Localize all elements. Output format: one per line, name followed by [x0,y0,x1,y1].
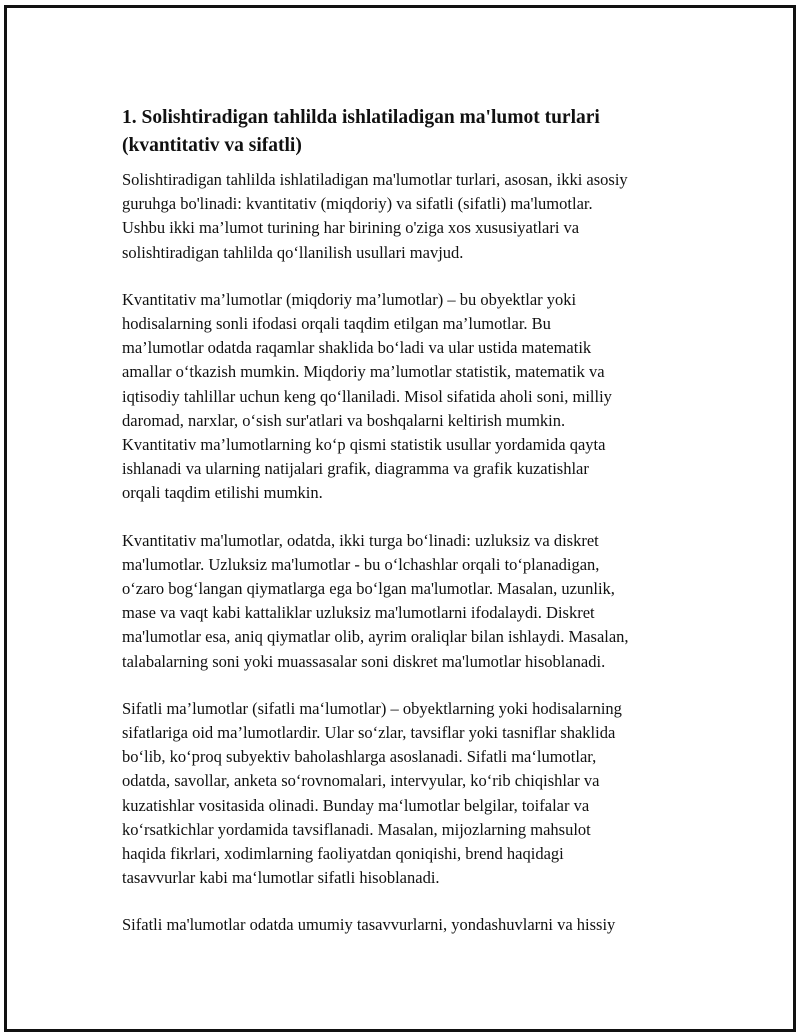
paragraph-line: ma’lumotlar odatda raqamlar shaklida bo‘ladi va ular ustida matematik [122,338,592,358]
paragraph-line: iqtisodiy tahlillar uchun keng qo‘llaniladi. Misol sifatida aholi soni, milliy [122,386,612,406]
paragraph-line: Sifatli ma’lumotlar (sifatli ma‘lumotlar) – obyektlarning yoki hodisalarning [122,698,622,718]
paragraph-line: haqida fikrlari, xodimlarning faoliyatdan qoniqishi, brend haqidagi [122,844,564,864]
body-paragraph [122,697,682,891]
body-paragraph [122,168,682,265]
section-heading [122,104,682,160]
paragraph-line: Sifatli ma'lumotlar odatda umumiy tasavvurlarni, yondashuvlarni va hissiy [122,915,616,935]
paragraph-line: guruhga bo'linadi: kvantitativ (miqdoriy) va sifatli (sifatli) ma'lumotlar. [122,194,593,214]
paragraph-line: solishtiradigan tahlilda qo‘llanilish usullari mavjud. [122,242,464,262]
paragraph-line: o‘zaro bog‘langan qiymatlarga ega bo‘lgan ma'lumotlar. Masalan, uzunlik, [122,579,615,599]
paragraph-line: Kvantitativ ma’lumotlarning ko‘p qismi statistik usullar yordamida qayta [122,435,606,455]
paragraph-line: bo‘lib, ko‘proq subyektiv baholashlarga asoslanadi. Sifatli ma‘lumotlar, [122,747,597,767]
paragraph-list [122,168,682,938]
paragraph-line: hodisalarning sonli ifodasi orqali taqdim etilgan ma’lumotlar. Bu [122,314,551,334]
paragraph-line: talabalarning soni yoki muassasalar soni diskret ma'lumotlar hisoblanadi. [122,651,606,671]
paragraph-line: daromad, narxlar, o‘sish sur'atlari va boshqalarni keltirish mumkin. [122,410,566,430]
body-paragraph [122,288,682,506]
section-heading-line: (kvantitativ va sifatli) [122,135,302,156]
paragraph-line: ma'lumotlar esa, aniq qiymatlar olib, ayrim oraliqlar bilan ishlaydi. Masalan, [122,627,629,647]
paragraph-line: tasavvurlar kabi ma‘lumotlar sifatli hisoblanadi. [122,868,440,888]
document-page [4,5,796,1032]
paragraph-line: amallar o‘tkazish mumkin. Miqdoriy ma’lumotlar statistik, matematik va [122,362,605,382]
section-heading-line: 1. Solishtiradigan tahlilda ishlatiladigan ma'lumot turlari [122,107,600,128]
paragraph-line: ishlanadi va ularning natijalari grafik, diagramma va grafik kuzatishlar [122,459,589,479]
body-paragraph [122,913,682,937]
paragraph-line: sifatlariga oid ma’lumotlardir. Ular so‘zlar, tavsiflar yoki tasniflar shaklida [122,723,616,743]
paragraph-line: Kvantitativ ma'lumotlar, odatda, ikki turga bo‘linadi: uzluksiz va diskret [122,530,599,550]
paragraph-line: odatda, savollar, anketa so‘rovnomalari, intervyular, ko‘rib chiqishlar va [122,771,600,791]
document-body [122,104,682,961]
paragraph-line: Solishtiradigan tahlilda ishlatiladigan ma'lumotlar turlari, asosan, ikki asosiy [122,170,628,189]
body-paragraph [122,529,682,674]
paragraph-line: mase va vaqt kabi kattaliklar uzluksiz ma'lumotlarni ifodalaydi. Diskret [122,603,595,623]
paragraph-line: ko‘rsatkichlar yordamida tavsiflanadi. Masalan, mijozlarning mahsulot [122,819,591,839]
paragraph-line: orqali taqdim etilishi mumkin. [122,483,323,503]
paragraph-line: Kvantitativ ma’lumotlar (miqdoriy ma’lumotlar) – bu obyektlar yoki [122,289,577,309]
paragraph-line: ma'lumotlar. Uzluksiz ma'lumotlar - bu o‘lchashlar orqali to‘planadigan, [122,554,600,574]
paragraph-line: kuzatishlar vositasida olinadi. Bunday ma‘lumotlar belgilar, toifalar va [122,795,590,815]
paragraph-line: Ushbu ikki ma’lumot turining har birining o'ziga xos xususiyatlari va [122,218,580,238]
